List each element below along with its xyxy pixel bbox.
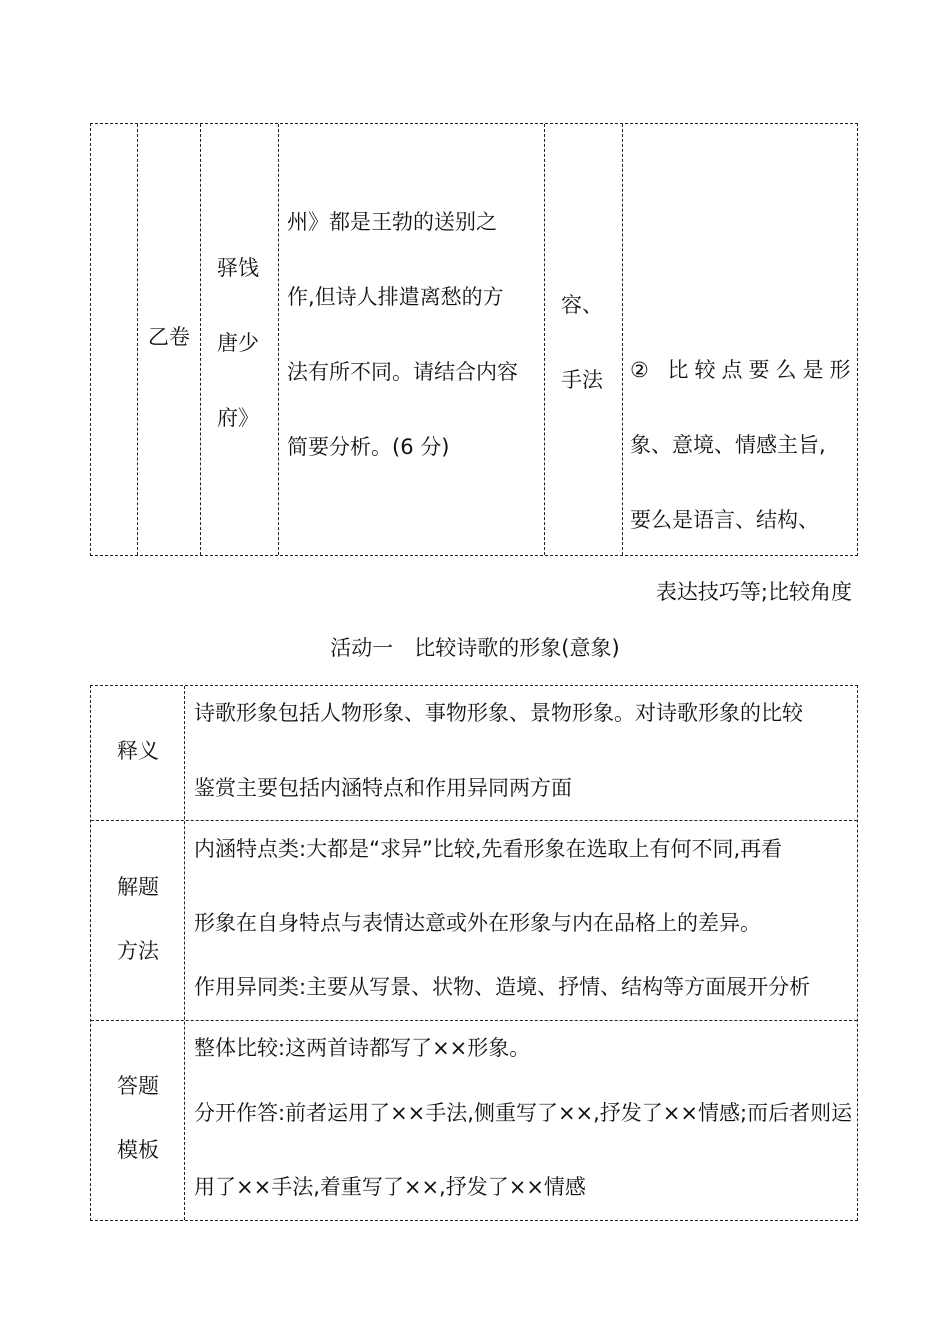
row-label: [91, 855, 185, 983]
bottom-table: [90, 685, 858, 1221]
juan-cell: 乙卷: [148, 325, 190, 349]
row-content-line: 诗歌形象包括人物形象、事物形象、景物形象。对诗歌形象的比较: [194, 701, 803, 725]
column-divider: [200, 124, 201, 555]
poem-title-line: 唐少: [217, 331, 259, 355]
top-table: [90, 123, 858, 556]
poem-title-line: 府》: [217, 406, 259, 430]
column-divider: [278, 124, 279, 555]
poem-title-cell: [217, 231, 259, 456]
row-content-line: 分开作答:前者运用了××手法,侧重写了××,抒发了××情感;而后者则运: [194, 1101, 853, 1125]
row-divider: [91, 820, 857, 821]
row-label-text: 方法: [117, 939, 159, 963]
section-title: 活动一 比较诗歌的形象(意象): [330, 636, 620, 660]
row-label: [91, 719, 185, 783]
notes-line: 象、意境、情感主旨,: [630, 433, 826, 457]
notes-line: ② 比较点要么是形: [630, 358, 857, 382]
row-content-line: 鉴赏主要包括内涵特点和作用异同两方面: [194, 776, 572, 800]
poem-title-line: 驿饯: [217, 256, 259, 280]
focus-cell: [561, 268, 603, 418]
row-divider: [91, 1020, 857, 1021]
row-label-text: 解题: [117, 875, 159, 899]
row-content-line: 内涵特点类:大都是“求异”比较,先看形象在选取上有何不同,再看: [194, 837, 783, 861]
column-divider: [137, 124, 138, 555]
row-content-line: 作用异同类:主要从写景、状物、造境、抒情、结构等方面展开分析: [194, 975, 811, 999]
question-line: 简要分析。(6 分): [287, 435, 450, 459]
focus-line: 容、: [561, 293, 603, 317]
row-label: [91, 1054, 185, 1182]
row-content-line: 整体比较:这两首诗都写了××形象。: [194, 1036, 531, 1060]
question-line: 法有所不同。请结合内容: [287, 360, 518, 384]
question-line: 作,但诗人排遣离愁的方: [287, 285, 504, 309]
notes-line: 要么是语言、结构、: [630, 508, 819, 532]
row-label-text: 模板: [117, 1138, 159, 1162]
notes-cell: [630, 333, 855, 558]
focus-line: 手法: [561, 368, 603, 392]
question-line: 州》都是王勃的送别之: [287, 210, 497, 234]
continuation-text: 表达技巧等;比较角度: [655, 580, 852, 604]
row-label-text: 答题: [117, 1074, 159, 1098]
column-divider: [622, 124, 623, 555]
question-cell: [287, 185, 545, 485]
row-label-text: 释义: [117, 739, 159, 763]
row-content-line: 用了××手法,着重写了××,抒发了××情感: [194, 1175, 586, 1199]
row-content-line: 形象在自身特点与表情达意或外在形象与内在品格上的差异。: [194, 911, 761, 935]
